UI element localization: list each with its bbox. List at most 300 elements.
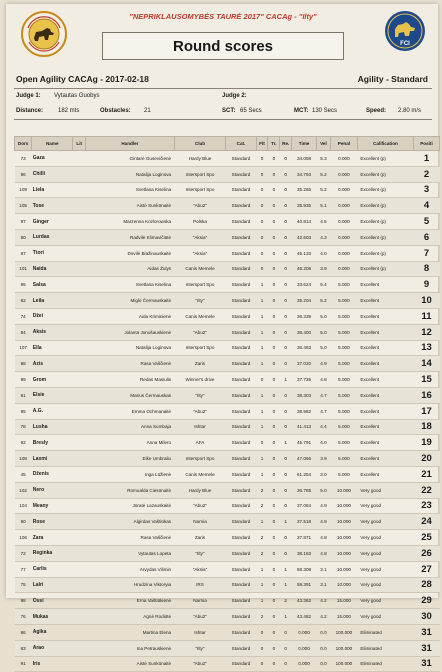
cell-faults: 0: [256, 372, 268, 388]
table-row: [15, 198, 440, 214]
cell-refusals: 1: [280, 372, 292, 388]
cell-dors: 102: [15, 482, 32, 498]
cell-vel: 4.9: [316, 356, 330, 372]
cell-tr: 0: [268, 387, 280, 403]
cell-vel: 4.7: [316, 387, 330, 403]
cell-time: 42.603: [292, 229, 317, 245]
cell-position: 8: [413, 261, 439, 277]
cell-refusals: 0: [280, 387, 292, 403]
cell-time: 43.482: [292, 609, 317, 625]
cell-time: 59.391: [292, 577, 317, 593]
cell-time: 36.339: [292, 308, 317, 324]
cell-time: 41.413: [292, 419, 317, 435]
cell-club: Canis Memele: [174, 261, 226, 277]
cell-name: Lurdas: [32, 229, 73, 245]
cell-calification: Excellent: [357, 308, 413, 324]
col-header: Time: [292, 137, 317, 151]
cell-position: 21: [413, 466, 439, 482]
cell-calification: Very good: [357, 561, 413, 577]
table-row: [15, 451, 440, 467]
cell-vel: 5.0: [316, 482, 330, 498]
cell-position: 24: [413, 514, 439, 530]
cell-club: Narnia: [174, 593, 226, 609]
cell-position: 31: [413, 656, 439, 672]
course-info: [14, 88, 432, 120]
cell-calification: Very good: [357, 609, 413, 625]
cell-position: 28: [413, 577, 439, 593]
cell-faults: 1: [256, 356, 268, 372]
cell-faults: 2: [256, 482, 268, 498]
cell-dors: 78: [15, 419, 32, 435]
cell-club: Ishtar: [174, 419, 226, 435]
col-header: Tr.: [268, 137, 280, 151]
cell-club: "Aksia": [174, 229, 226, 245]
cell-tr: 0: [268, 593, 280, 609]
cell-lit: [73, 640, 86, 656]
cell-position: 14: [413, 356, 439, 372]
cell-calification: Very good: [357, 530, 413, 546]
cell-position: 20: [413, 451, 439, 467]
cell-club: "Ilty": [174, 387, 226, 403]
cell-cat: Standard: [226, 324, 256, 340]
cell-vel: 4.3: [316, 229, 330, 245]
cell-handler: Svetlana Kiselina: [86, 277, 174, 293]
cell-position: 5: [413, 214, 439, 230]
cell-penal: 5.000: [330, 277, 357, 293]
cell-cat: Standard: [226, 435, 256, 451]
cell-vel: 3.1: [316, 561, 330, 577]
cell-refusals: 0: [280, 229, 292, 245]
cell-faults: 1: [256, 277, 268, 293]
cell-tr: 0: [268, 514, 280, 530]
cell-cat: Standard: [226, 245, 256, 261]
cell-cat: Standard: [226, 577, 256, 593]
cell-lit: [73, 545, 86, 561]
cell-handler: Agnė Rodiūtė: [86, 609, 174, 625]
cell-tr: 0: [268, 277, 280, 293]
cell-dors: 77: [15, 561, 32, 577]
table-row: [15, 466, 440, 482]
cell-position: 7: [413, 245, 439, 261]
cell-lit: [73, 245, 86, 261]
cell-dors: 101: [15, 261, 32, 277]
cell-calification: Excellent: [357, 419, 413, 435]
cell-tr: 0: [268, 435, 280, 451]
cell-club: Winner's drive: [174, 372, 226, 388]
cell-position: 31: [413, 624, 439, 640]
cell-lit: [73, 151, 86, 167]
cell-cat: Standard: [226, 530, 256, 546]
cell-penal: 10.000: [330, 498, 357, 514]
cell-position: 27: [413, 561, 439, 577]
table-row: [15, 229, 440, 245]
cell-time: 35.265: [292, 182, 317, 198]
cell-name: Carlis: [32, 561, 73, 577]
cell-tr: 0: [268, 451, 280, 467]
cell-dors: 98: [15, 593, 32, 609]
cell-club: Intersport Spo: [174, 182, 226, 198]
cell-dors: 81: [15, 387, 32, 403]
cell-club: Intersport Spo: [174, 340, 226, 356]
cell-faults: 0: [256, 198, 268, 214]
cell-handler: Natalija Loginova: [86, 166, 174, 182]
cell-refusals: 0: [280, 656, 292, 672]
cell-penal: 0.000: [330, 261, 357, 277]
cell-vel: 4.0: [316, 435, 330, 451]
cell-tr: 0: [268, 403, 280, 419]
cell-name: Zara: [32, 530, 73, 546]
sct-label: SCT:: [222, 108, 236, 114]
cell-position: 18: [413, 419, 439, 435]
cell-name: Bresly: [32, 435, 73, 451]
speed-value: 2.80 m/s: [398, 108, 422, 114]
cell-club: Zaris: [174, 530, 226, 546]
cell-club: "Abu2": [174, 656, 226, 672]
cell-penal: 5.000: [330, 403, 357, 419]
judge1-label: Judge 1:: [16, 93, 41, 99]
cell-dors: 107: [15, 340, 32, 356]
cell-refusals: 0: [280, 498, 292, 514]
cell-handler: Emma Ochmanaitė: [86, 403, 174, 419]
cell-time: 34.793: [292, 166, 317, 182]
cell-time: 35.935: [292, 198, 317, 214]
cell-cat: Standard: [226, 308, 256, 324]
cell-tr: 0: [268, 561, 280, 577]
cell-vel: 5.1: [316, 198, 330, 214]
cell-lit: [73, 387, 86, 403]
cell-cat: Standard: [226, 166, 256, 182]
cell-lit: [73, 308, 86, 324]
cell-cat: Standard: [226, 466, 256, 482]
cell-faults: 2: [256, 530, 268, 546]
cell-name: Iris: [32, 656, 73, 672]
cell-vel: 5.3: [316, 151, 330, 167]
cell-calification: Excellent (p): [357, 182, 413, 198]
cell-time: 37.020: [292, 356, 317, 372]
cell-name: Ella: [32, 340, 73, 356]
cell-handler: Rasa Vaščienė: [86, 356, 174, 372]
cell-club: "Ilty": [174, 545, 226, 561]
cell-position: 25: [413, 530, 439, 546]
cell-faults: 1: [256, 466, 268, 482]
cell-dors: 87: [15, 245, 32, 261]
cell-position: 17: [413, 403, 439, 419]
cell-time: 36.400: [292, 324, 317, 340]
cell-tr: 0: [268, 656, 280, 672]
cell-vel: 0.0: [316, 624, 330, 640]
cell-vel: 4.0: [316, 245, 330, 261]
cell-position: 29: [413, 593, 439, 609]
cell-refusals: 1: [280, 561, 292, 577]
cell-lit: [73, 482, 86, 498]
col-header: Positi: [413, 137, 439, 151]
cell-faults: 0: [256, 229, 268, 245]
cell-faults: 1: [256, 308, 268, 324]
table-row: [15, 419, 440, 435]
cell-refusals: 0: [280, 308, 292, 324]
cell-cat: Standard: [226, 293, 256, 309]
cell-time: 35.204: [292, 293, 317, 309]
cell-tr: 0: [268, 340, 280, 356]
cell-time: 37.871: [292, 530, 317, 546]
table-header: [15, 137, 440, 151]
cell-penal: 0.000: [330, 166, 357, 182]
col-header: Handler: [86, 137, 174, 151]
fci-logo: [384, 10, 426, 52]
cell-vel: 5.4: [316, 277, 330, 293]
cell-cat: Standard: [226, 656, 256, 672]
kennel-club-logo: [20, 10, 68, 58]
table-row: [15, 498, 440, 514]
table-row: [15, 356, 440, 372]
table-row: [15, 387, 440, 403]
cell-name: Ossi: [32, 593, 73, 609]
cell-penal: 10.000: [330, 482, 357, 498]
cell-lit: [73, 198, 86, 214]
cell-name: Liela: [32, 182, 73, 198]
cell-club: "Abu2": [174, 324, 226, 340]
cell-vel: 3.0: [316, 466, 330, 482]
cell-handler: Marzenna Kozlorowska: [86, 214, 174, 230]
table-row: [15, 340, 440, 356]
cell-lit: [73, 451, 86, 467]
cell-club: Hardy Blue: [174, 151, 226, 167]
cell-dors: 86: [15, 624, 32, 640]
cell-penal: 100.000: [330, 640, 357, 656]
cell-faults: 0: [256, 261, 268, 277]
cell-lit: [73, 419, 86, 435]
cell-handler: Gintarė Gusevičienė: [86, 151, 174, 167]
cell-time: 45.133: [292, 245, 317, 261]
cell-handler: Martina Elena: [86, 624, 174, 640]
results-table: [14, 136, 440, 672]
cell-club: "Ilty": [174, 640, 226, 656]
cell-refusals: 0: [280, 293, 292, 309]
col-header: Dors: [15, 137, 32, 151]
cell-position: 6: [413, 229, 439, 245]
cell-penal: 0.000: [330, 182, 357, 198]
cell-time: 33.624: [292, 277, 317, 293]
cell-club: "Abu2": [174, 498, 226, 514]
col-header: Cat.: [226, 137, 256, 151]
cell-handler: Rasa Vaščienė: [86, 530, 174, 546]
cell-faults: 1: [256, 419, 268, 435]
cell-refusals: 0: [280, 324, 292, 340]
cell-lit: [73, 561, 86, 577]
cell-tr: 0: [268, 530, 280, 546]
cell-penal: 5.000: [330, 324, 357, 340]
cell-calification: Excellent: [357, 293, 413, 309]
cell-faults: 1: [256, 451, 268, 467]
cell-cat: Standard: [226, 198, 256, 214]
cell-penal: 10.000: [330, 577, 357, 593]
cell-dors: 95: [15, 277, 32, 293]
cell-vel: 5.0: [316, 340, 330, 356]
table-row: [15, 514, 440, 530]
cell-name: Tose: [32, 198, 73, 214]
cell-faults: 2: [256, 498, 268, 514]
cell-tr: 0: [268, 182, 280, 198]
table-row: [15, 577, 440, 593]
cell-tr: 0: [268, 198, 280, 214]
cell-tr: 0: [268, 356, 280, 372]
cell-vel: 5.0: [316, 308, 330, 324]
cell-time: 46.208: [292, 261, 317, 277]
cell-calification: Excellent (p): [357, 229, 413, 245]
event-name: Open Agility CACAg - 2017-02-18: [16, 74, 149, 84]
cell-calification: Very good: [357, 482, 413, 498]
cell-name: Dženis: [32, 466, 73, 482]
cell-position: 2: [413, 166, 439, 182]
cell-calification: Excellent: [357, 466, 413, 482]
cell-position: 23: [413, 498, 439, 514]
cell-dors: 83: [15, 640, 32, 656]
table-row: [15, 151, 440, 167]
cell-calification: Very good: [357, 514, 413, 530]
table-row: [15, 182, 440, 198]
cell-time: 38.982: [292, 403, 317, 419]
cell-handler: Algirdas Vaštiūkas: [86, 514, 174, 530]
cell-dors: 45: [15, 466, 32, 482]
cell-calification: Excellent: [357, 340, 413, 356]
cell-club: "Aksia": [174, 561, 226, 577]
cell-faults: 0: [256, 182, 268, 198]
cell-handler: Romualda Ciesūnaitė: [86, 482, 174, 498]
cell-time: 0.000: [292, 640, 317, 656]
cell-club: Hardy Blue: [174, 482, 226, 498]
cell-penal: 0.000: [330, 151, 357, 167]
cell-dors: 89: [15, 372, 32, 388]
distance-label: Distance:: [16, 108, 44, 114]
cell-faults: 0: [256, 624, 268, 640]
cell-calification: Very good: [357, 593, 413, 609]
cell-vel: 3.1: [316, 577, 330, 593]
table-row: [15, 277, 440, 293]
cell-cat: Standard: [226, 498, 256, 514]
cell-tr: 0: [268, 372, 280, 388]
cell-refusals: 0: [280, 545, 292, 561]
cell-vel: 4.7: [316, 403, 330, 419]
table-row: [15, 403, 440, 419]
cell-name: Naida: [32, 261, 73, 277]
cell-penal: 5.000: [330, 435, 357, 451]
score-sheet: [6, 4, 438, 670]
cell-calification: Excellent (p): [357, 151, 413, 167]
cell-dors: 106: [15, 530, 32, 546]
cell-refusals: 0: [280, 261, 292, 277]
cell-vel: 0.0: [316, 640, 330, 656]
cell-vel: 5.2: [316, 166, 330, 182]
cell-lit: [73, 277, 86, 293]
cell-cat: Standard: [226, 640, 256, 656]
cell-cat: Standard: [226, 214, 256, 230]
cell-time: 36.785: [292, 482, 317, 498]
table-row: [15, 561, 440, 577]
cell-dors: 104: [15, 498, 32, 514]
cell-faults: 1: [256, 324, 268, 340]
cell-handler: Aistė Sunkūnaitė: [86, 198, 174, 214]
cell-position: 1: [413, 151, 439, 167]
cell-dors: 97: [15, 214, 32, 230]
cell-faults: 0: [256, 656, 268, 672]
cell-club: "Aksia": [174, 245, 226, 261]
cell-name: Lusha: [32, 419, 73, 435]
cell-refusals: 0: [280, 151, 292, 167]
cell-club: "Abu2": [174, 403, 226, 419]
cell-penal: 5.000: [330, 387, 357, 403]
cell-refusals: 1: [280, 514, 292, 530]
cell-handler: Inga Lūžienė: [86, 466, 174, 482]
table-row: [15, 324, 440, 340]
cell-penal: 10.000: [330, 514, 357, 530]
cell-dors: 82: [15, 293, 32, 309]
cell-handler: Arvydas Vilimin: [86, 561, 174, 577]
cell-refusals: 0: [280, 624, 292, 640]
cell-cat: Standard: [226, 151, 256, 167]
table-row: [15, 293, 440, 309]
cell-cat: Standard: [226, 356, 256, 372]
cell-name: Ttori: [32, 245, 73, 261]
cell-dors: 80: [15, 229, 32, 245]
cell-handler: Aida Kriminienė: [86, 308, 174, 324]
cell-penal: 5.000: [330, 356, 357, 372]
cell-position: 9: [413, 277, 439, 293]
cell-time: 43.362: [292, 593, 317, 609]
cell-dors: 84: [15, 324, 32, 340]
cell-penal: 0.000: [330, 214, 357, 230]
col-header: Lit: [73, 137, 86, 151]
cell-lit: [73, 577, 86, 593]
table-row: [15, 166, 440, 182]
cell-vel: 5.0: [316, 324, 330, 340]
cell-name: Lalri: [32, 577, 73, 593]
cell-handler: Radvilė Klimavičiūtė: [86, 229, 174, 245]
cell-dors: 96: [15, 166, 32, 182]
cell-lit: [73, 182, 86, 198]
cell-tr: 0: [268, 624, 280, 640]
cell-handler: Aidas Žulys: [86, 261, 174, 277]
cell-calification: Eliminated: [357, 656, 413, 672]
cell-penal: 5.000: [330, 340, 357, 356]
cell-handler: Miglė Čermauskaitė: [86, 293, 174, 309]
cell-handler: Svetlana Kiselina: [86, 182, 174, 198]
table-row: [15, 261, 440, 277]
cell-calification: Excellent: [357, 372, 413, 388]
cell-tr: 0: [268, 545, 280, 561]
cell-position: 4: [413, 198, 439, 214]
cell-vel: 4.4: [316, 419, 330, 435]
cell-faults: 1: [256, 387, 268, 403]
cell-penal: 5.000: [330, 466, 357, 482]
cell-name: Agika: [32, 624, 73, 640]
cell-cat: Standard: [226, 609, 256, 625]
cell-calification: Eliminated: [357, 624, 413, 640]
cell-club: Intersport Spo: [174, 166, 226, 182]
cell-handler: Natalija Loginova: [86, 340, 174, 356]
cell-time: 47.066: [292, 451, 317, 467]
cell-tr: 0: [268, 482, 280, 498]
table-row: [15, 640, 440, 656]
cell-calification: Very good: [357, 498, 413, 514]
col-header: Vel: [316, 137, 330, 151]
cell-cat: Standard: [226, 261, 256, 277]
cell-handler: Vytautas Lopeta: [86, 545, 174, 561]
cell-position: 16: [413, 387, 439, 403]
cell-tr: 0: [268, 214, 280, 230]
results-body: [15, 151, 440, 672]
judge1-value: Vytautas Guobys: [54, 93, 100, 99]
course-line: [14, 105, 432, 119]
